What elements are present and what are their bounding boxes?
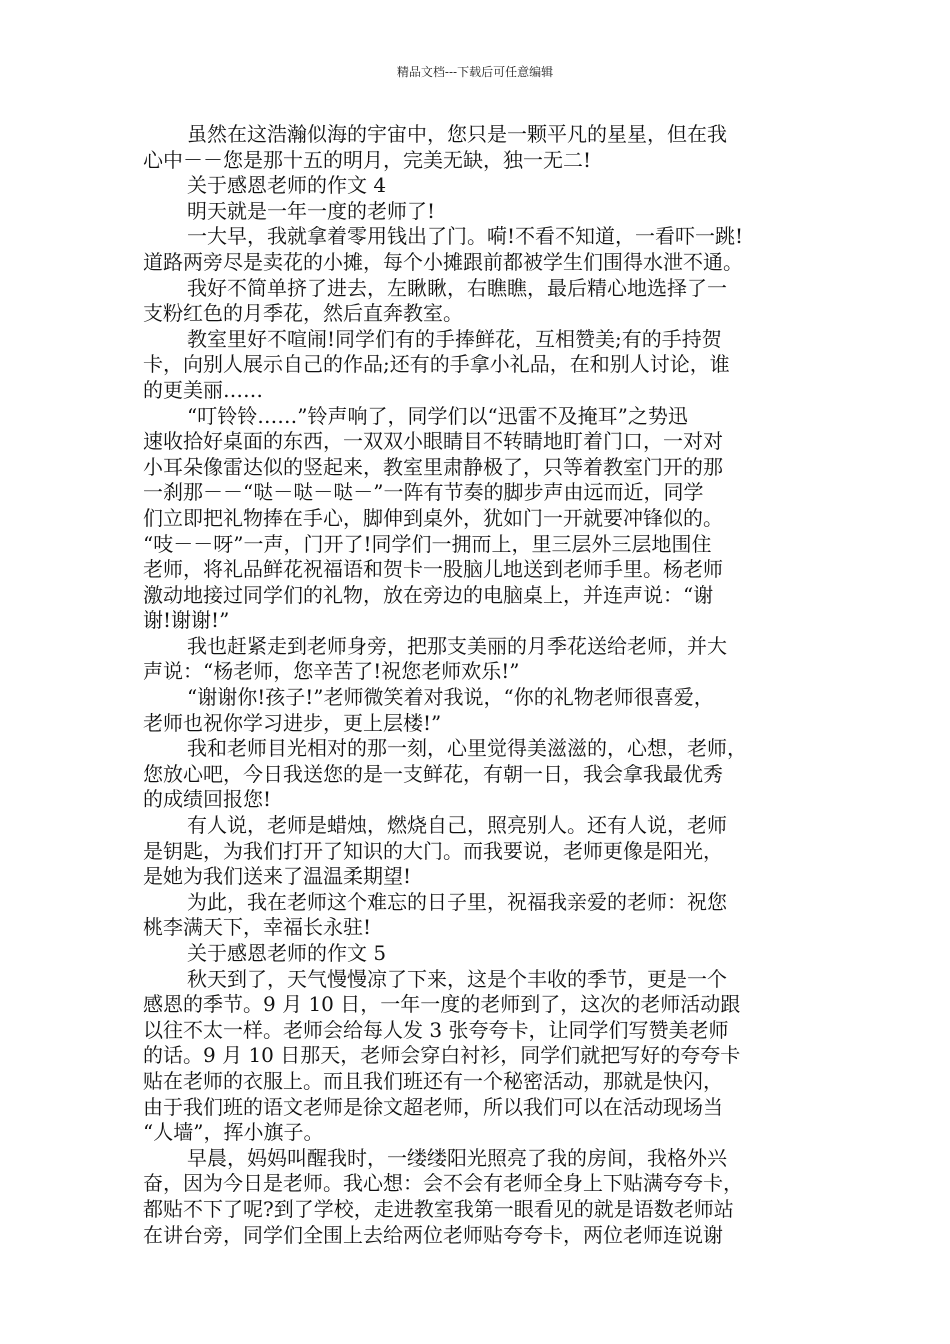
text-line: 心中－－您是那十五的明月，完美无缺，独一无二! bbox=[143, 147, 592, 172]
text-line: 道路两旁尽是卖花的小摊，每个小摊跟前都被学生们围得水泄不通。 bbox=[143, 249, 743, 274]
text-line: 明天就是一年一度的老师了! bbox=[187, 198, 436, 223]
text-line: 老师，将礼品鲜花祝福语和贺卡一股脑儿地送到老师手里。杨老师 bbox=[143, 557, 723, 582]
text-line: 卡，向别人展示自己的作品;还有的手拿小礼品，在和别人讨论，谁 bbox=[143, 352, 730, 377]
text-line: 桃李满天下，幸福长永驻! bbox=[143, 915, 372, 940]
text-line: 老师也祝你学习进步，更上层楼!” bbox=[143, 710, 442, 735]
text-line: “吱－－呀”一声，门开了!同学们一拥而上，里三层外三层地围住 bbox=[143, 531, 712, 556]
document-body bbox=[143, 122, 811, 1248]
text-line: 为此，我在老师这个难忘的日子里，祝福我亲爱的老师：祝您 bbox=[187, 889, 727, 914]
text-line: 我好不简单挤了进去，左瞅瞅，右瞧瞧，最后精心地选择了一 bbox=[187, 275, 727, 300]
text-line: 有人说，老师是蜡烛，燃烧自己，照亮别人。还有人说，老师 bbox=[187, 813, 727, 838]
text-line: 关于感恩老师的作文 5 bbox=[187, 941, 387, 965]
text-line: 一大早，我就拿着零用钱出了门。嗬!不看不知道，一看吓一跳! bbox=[187, 224, 744, 249]
text-line: 的更美丽…… bbox=[143, 377, 263, 402]
text-line: 我也赶紧走到老师身旁，把那支美丽的月季花送给老师，并大 bbox=[187, 633, 727, 658]
text-line: 小耳朵像雷达似的竖起来，教室里肃静极了，只等着教室门开的那 bbox=[143, 454, 723, 479]
text-line: “叮铃铃……”铃声响了，同学们以“迅雷不及掩耳”之势迅 bbox=[187, 403, 688, 428]
text-line: 速收拾好桌面的东西，一双双小眼睛目不转睛地盯着门口，一对对 bbox=[143, 429, 723, 454]
text-line: 支粉红色的月季花，然后直奔教室。 bbox=[143, 301, 463, 326]
text-line: 您放心吧，今日我送您的是一支鲜花，有朝一日，我会拿我最优秀 bbox=[143, 761, 723, 786]
text-line: 谢!谢谢!” bbox=[143, 608, 230, 633]
text-line: 的话。9 月 10 日那天，老师会穿白衬衫，同学们就把写好的夸夸卡 bbox=[143, 1043, 741, 1068]
text-line: 早晨，妈妈叫醒我时，一缕缕阳光照亮了我的房间，我格外兴 bbox=[187, 1145, 727, 1170]
text-line: 虽然在这浩瀚似海的宇宙中，您只是一颗平凡的星星，但在我 bbox=[187, 122, 727, 146]
text-line: 都贴不下了呢?到了学校，走进教室我第一眼看见的就是语数老师站 bbox=[143, 1196, 734, 1221]
text-line: 的成绩回报您! bbox=[143, 787, 272, 812]
text-line: 在讲台旁，同学们全围上去给两位老师贴夸夸卡，两位老师连说谢 bbox=[143, 1222, 723, 1247]
text-line: 们立即把礼物捧在手心，脚伸到桌外，犹如门一开就要冲锋似的。 bbox=[143, 505, 723, 530]
text-line: “谢谢你!孩子!”老师微笑着对我说，“你的礼物老师很喜爱， bbox=[187, 685, 714, 710]
text-line: 感恩的季节。9 月 10 日，一年一度的老师到了，这次的老师活动跟 bbox=[143, 992, 741, 1017]
page-header: 精品文档---下载后可任意编辑 bbox=[396, 65, 554, 79]
text-line: 秋天到了，天气慢慢凉了下来，这是个丰收的季节，更是一个 bbox=[187, 966, 727, 991]
text-line: 贴在老师的衣服上。而且我们班还有一个秘密活动，那就是快闪， bbox=[143, 1068, 723, 1093]
text-line: 声说：“杨老师，您辛苦了!祝您老师欢乐!” bbox=[143, 659, 520, 684]
text-line: 以往不太一样。老师会给每人发 3 张夸夸卡，让同学们写赞美老师 bbox=[143, 1017, 729, 1042]
text-line: 是钥匙，为我们打开了知识的大门。而我要说，老师更像是阳光， bbox=[143, 838, 723, 863]
text-line: “人墙”，挥小旗子。 bbox=[143, 1120, 324, 1145]
text-line: 我和老师目光相对的那一刻，心里觉得美滋滋的，心想，老师， bbox=[187, 736, 747, 761]
text-line: 关于感恩老师的作文 4 bbox=[187, 173, 387, 198]
text-line: 激动地接过同学们的礼物，放在旁边的电脑桌上，并连声说：“谢 bbox=[143, 582, 714, 607]
text-line: 是她为我们送来了温温柔期望! bbox=[143, 864, 412, 889]
text-line: 教室里好不喧闹!同学们有的手捧鲜花，互相赞美;有的手持贺 bbox=[187, 326, 722, 351]
text-line: 一刹那－－“哒－哒－哒－”一阵有节奏的脚步声由远而近，同学 bbox=[143, 480, 704, 505]
text-line: 奋，因为今日是老师。我心想：会不会有老师全身上下贴满夸夸卡， bbox=[143, 1171, 743, 1196]
text-line: 由于我们班的语文老师是徐文超老师，所以我们可以在活动现场当 bbox=[143, 1094, 723, 1119]
